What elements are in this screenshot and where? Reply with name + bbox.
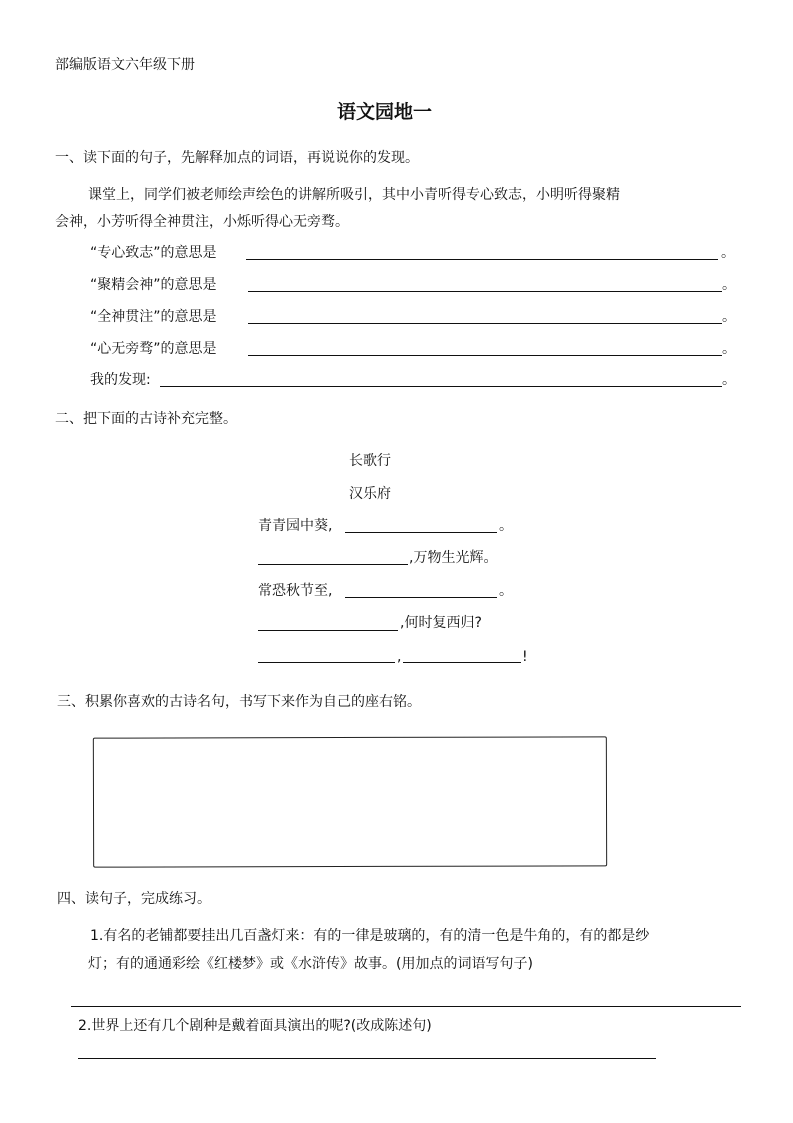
poem-line3-text: 常恐秋节至,	[258, 583, 333, 599]
answer-line-quanshen[interactable]	[248, 323, 722, 324]
period: 。	[722, 277, 736, 293]
answer-line-zhuanxin[interactable]	[246, 259, 718, 260]
question2-answer-line[interactable]	[78, 1058, 656, 1059]
question1-line2: 灯；有的通通彩绘《红楼梦》或《水浒传》故事。(用加点的词语写句子)	[88, 956, 533, 972]
section1-heading: 一、读下面的句子，先解释加点的词语，再说说你的发现。	[55, 150, 419, 166]
poem-line1-end: 。	[499, 518, 513, 534]
poem-line5-mid: ,	[397, 649, 402, 665]
period: 。	[721, 245, 735, 261]
period: 。	[722, 309, 736, 325]
prompt-jujing: “聚精会神”的意思是	[90, 277, 217, 293]
question2: 2.世界上还有几个剧种是戴着面具演出的呢?(改成陈述句)	[78, 1018, 432, 1034]
poem-line3-end: 。	[499, 583, 513, 599]
poem-line5-end: !	[522, 649, 528, 665]
prompt-xinwu: “心无旁骛”的意思是	[90, 341, 217, 357]
section1-passage-line2: 会神，小芳听得全神贯注，小烁听得心无旁骛。	[55, 214, 349, 230]
section1-passage-line1: 课堂上，同学们被老师绘声绘色的讲解所吸引，其中小青听得专心致志，小明听得聚精	[88, 187, 620, 203]
period: 。	[722, 341, 736, 357]
period: 。	[722, 372, 736, 388]
poem-blank-1[interactable]	[345, 532, 497, 533]
answer-line-xinwu[interactable]	[248, 355, 722, 356]
prompt-zhuanxin: “专心致志”的意思是	[90, 245, 217, 261]
question1-answer-line[interactable]	[71, 1006, 741, 1007]
poem-author: 汉乐府	[349, 486, 391, 502]
poem-blank-3[interactable]	[345, 597, 497, 598]
answer-line-discovery[interactable]	[160, 386, 722, 387]
section2-heading: 二、把下面的古诗补充完整。	[55, 411, 237, 427]
poem-blank-2[interactable]	[258, 564, 408, 565]
poem-blank-5b[interactable]	[403, 662, 521, 663]
poem-line1-text: 青青园中葵,	[258, 518, 333, 534]
section3-heading: 三、积累你喜欢的古诗名句，书写下来作为自己的座右铭。	[57, 694, 421, 710]
poem-line2-text: ,万物生光辉。	[409, 550, 498, 566]
prompt-quanshen: “全神贯注”的意思是	[90, 309, 217, 325]
prompt-discovery: 我的发现:	[90, 372, 151, 388]
section4-heading: 四、读句子，完成练习。	[57, 891, 211, 907]
poem-blank-4[interactable]	[258, 630, 398, 631]
poem-title: 长歌行	[349, 453, 391, 469]
poem-line4-text: ,何时复西归?	[400, 615, 482, 631]
question1-line1: 1.有名的老铺都要挂出几百盏灯来：有的一律是玻璃的，有的清一色是牛角的，有的都是纱	[90, 928, 650, 944]
poem-blank-5a[interactable]	[258, 662, 395, 663]
page-title: 语文园地一	[337, 101, 433, 123]
motto-writing-box[interactable]	[93, 736, 607, 867]
answer-line-jujing[interactable]	[248, 291, 722, 292]
book-header: 部编版语文六年级下册	[55, 57, 195, 73]
